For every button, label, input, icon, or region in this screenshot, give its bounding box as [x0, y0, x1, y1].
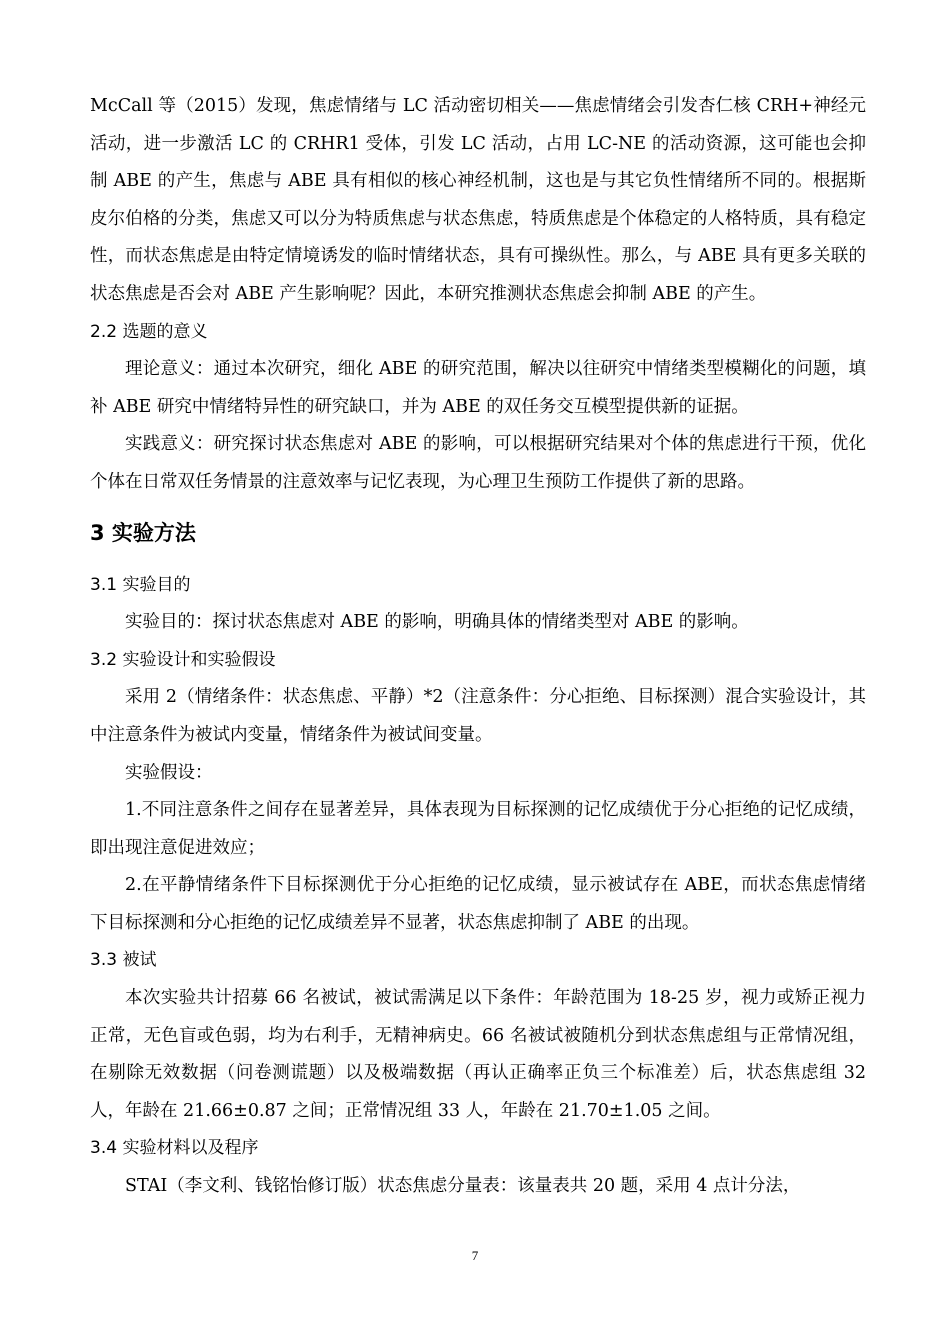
paragraph-hypothesis-2: 2.在平静情绪条件下目标探测优于分心拒绝的记忆成绩，显示被试存在 ABE，而状态焦虑情绪下目标探测和分心拒绝的记忆成绩差异不显著，状态焦虑抑制了 ABE 的出现。: [90, 875, 866, 933]
section-heading-2-2: 2.2 选题的意义: [90, 321, 208, 342]
paragraph-subjects: 本次实验共计招募 66 名被试，被试需满足以下条件：年龄范围为 18-25 岁，视力或矫正视力正常，无色盲或色弱，均为右利手，无精神病史。66 名被试被随机分到状态焦虑组与正常情况组，在剔除无效数据（问卷测谎题）以及极端数据（再认正确率正负三个标准差）后，状态焦虑组 32 人，年龄在 21.66±0.87 之间；正常情况组 33 人，年龄在 21.70±1.05 之间。: [90, 988, 866, 1121]
paragraph-theoretical-significance: 理论意义：通过本次研究，细化 ABE 的研究范围，解决以往研究中情绪类型模糊化的问题，填补 ABE 研究中情绪特异性的研究缺口，并为 ABE 的双任务交互模型提供新的证据。: [90, 359, 866, 417]
paragraph-design: 采用 2（情绪条件：状态焦虑、平静）*2（注意条件：分心拒绝、目标探测）混合实验设计，其中注意条件为被试内变量，情绪条件为被试间变量。: [90, 687, 866, 745]
paragraph-practical-significance: 实践意义：研究探讨状态焦虑对 ABE 的影响，可以根据研究结果对个体的焦虑进行干预，优化个体在日常双任务情景的注意效率与记忆表现，为心理卫生预防工作提供了新的思路。: [90, 434, 866, 492]
paragraph-hypothesis-1: 1.不同注意条件之间存在显著差异，具体表现为目标探测的记忆成绩优于分心拒绝的记忆成绩，即出现注意促进效应；: [90, 800, 866, 858]
section-heading-3-4: 3.4 实验材料以及程序: [90, 1138, 259, 1159]
page-number: 7: [471, 1248, 479, 1263]
paragraph-stai: STAI（李文利、钱铭怡修订版）状态焦虑分量表：该量表共 20 题，采用 4 点计分法，: [125, 1176, 801, 1197]
paragraph-hypothesis-label: 实验假设：: [125, 762, 213, 783]
section-heading-3-2: 3.2 实验设计和实验假设: [90, 649, 276, 670]
paragraph-aim: 实验目的：探讨状态焦虑对 ABE 的影响，明确具体的情绪类型对 ABE 的影响。: [125, 612, 749, 633]
section-heading-3-1: 3.1 实验目的: [90, 574, 191, 595]
body-text: [90, 88, 866, 1206]
section-heading-3: 3 实验方法: [90, 520, 196, 545]
section-heading-3-3: 3.3 被试: [90, 950, 157, 971]
paragraph-anxiety-mechanism: McCall 等（2015）发现，焦虑情绪与 LC 活动密切相关——焦虑情绪会引发杏仁核 CRH+神经元活动，进一步激活 LC 的 CRHR1 受体，引发 LC 活动，占用 LC-NE 的活动资源，这可能也会抑制 ABE 的产生，焦虑与 ABE 具有相似的核心神经机制，这也是与其它负性情绪所不同的。根据斯皮尔伯格的分类，焦虑又可以分为特质焦虑与状态焦虑，特质焦虑是个体稳定的人格特质，具有稳定性，而状态焦虑是由特定情境诱发的临时情绪状态，具有可操纵性。那么，与 ABE 具有更多关联的状态焦虑是否会对 ABE 产生影响呢？因此，本研究推测状态焦虑会抑制 ABE 的产生。: [90, 96, 866, 304]
